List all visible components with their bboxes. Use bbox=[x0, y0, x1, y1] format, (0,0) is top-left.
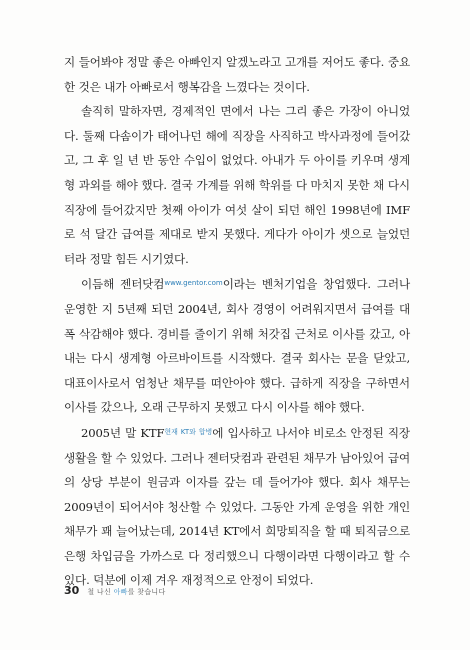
paragraph-3: 이듬해 젠터닷컴$^{www.gentor.com}$이라는 벤처기업을 창업했다. 그러나 운영한 지 5년째 되던 2004년, 회사 경영이 어려워지면서 급여를 대폭 삭감해야 했다. 경비를 줄이기 위해 처갓집 근처로 이사를 갔고, 아내는 다시 생계형 아르바이트를 시작했다. 결국 회사는 문을 닫았고, 대표이사로서 엄청난 채무를 떠안아야 했다. 급하게 직장을 구하면서 이사를 갔으나, 오래 근무하지 못했고 다시 이사를 해야 했다. bbox=[64, 277, 410, 415]
paragraph-2: 솔직히 말하자면, 경제적인 면에서 나는 그리 좋은 가장이 아니었다. 둘째 다솜이가 태어나던 해에 직장을 사직하고 박사과정에 들어갔고, 그 후 일 년 반 동안 수입이 없었다. 아내가 두 아이를 키우며 생계형 과외를 해야 했다. 결국 가계를 위해 학위를 다 마치지 못한 채 다시 직장에 들어갔지만 첫째 아이가 여섯 살이 되던 해인 1998년에 IMF로 석 달간 급여를 제대로 받지 못했다. 게다가 아이가 셋으로 늘었던 터라 정말 힘든 시기였다. bbox=[64, 104, 410, 266]
paragraph-1: 지 들어봐야 정말 좋은 아빠인지 알겠노라고 고개를 저어도 좋다. 중요한 것은 내가 아빠로서 행복감을 느꼈다는 것이다. bbox=[64, 55, 410, 94]
page-number: 30 bbox=[64, 584, 80, 597]
page-footer bbox=[64, 584, 166, 598]
paragraph-4: 2005년 말 KTF$^{현재 KT와 합병}$에 입사하고 나서야 비로소 안정된 직장생활을 할 수 있었다. 그러나 젠터닷컴과 관련된 채무가 남아있어 급여의 상당 부분이 원금과 이자를 갚는 데 들어가야 했다. 회사 채무는 2009년이 되어서야 청산할 수 있었다. 그동안 가계 운영을 위한 개인 채무가 꽤 늘어났는데, 2014년 KT에서 희망퇴직을 할 때 퇴직금으로 은행 차입금을 가까스로 다 정리했으니 다행이라면 다행이라고 할 수 있다. 덕분에 이제 겨우 재정적으로 안정이 되었다. bbox=[64, 425, 410, 588]
running-title: 철 나신 아빠를 찾습니다 bbox=[87, 588, 166, 596]
inline-note-merger: 현재 KT와 합병 bbox=[164, 427, 213, 436]
body-text bbox=[64, 50, 410, 593]
inline-note-url: www.gentor.com bbox=[164, 279, 223, 288]
running-title-accent: 아빠 bbox=[113, 588, 128, 596]
